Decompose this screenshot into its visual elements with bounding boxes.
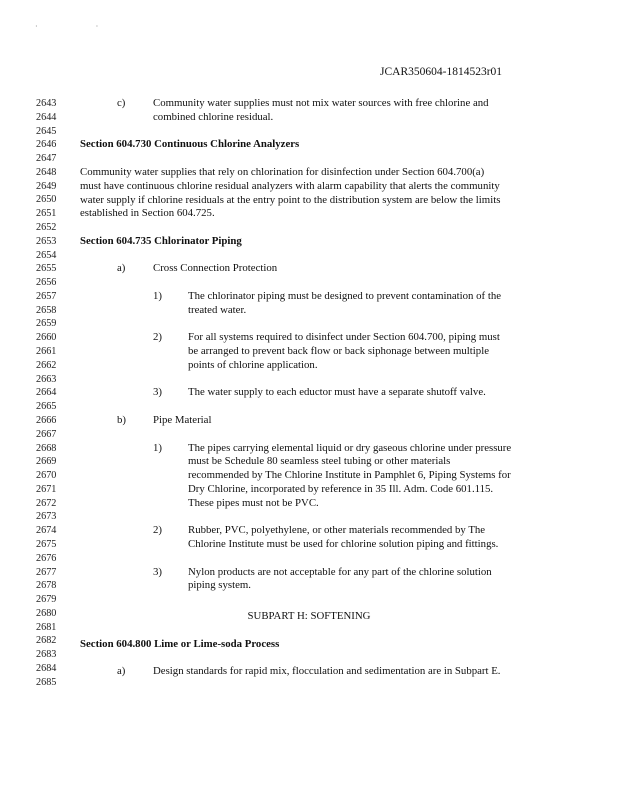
document-id: JCAR350604-1814523r01 xyxy=(380,66,503,78)
line-number: 2648 xyxy=(36,166,57,178)
item-label: 1) xyxy=(153,289,162,302)
line-number: 2675 xyxy=(36,538,57,550)
section-heading: Section 604.730 Continuous Chlorine Analyzers xyxy=(80,138,300,151)
item-text: For all systems required to disinfect under Section 604.700, piping must xyxy=(188,331,500,344)
line-number: 2651 xyxy=(36,208,57,220)
line-number: 2650 xyxy=(36,194,57,206)
line-number: 2647 xyxy=(36,153,57,165)
item-text: must be Schedule 80 seamless steel tubing or other materials xyxy=(188,455,451,468)
item-text: piping system. xyxy=(188,579,251,592)
line-number: 2668 xyxy=(36,442,57,454)
line-number: 2673 xyxy=(36,511,57,523)
line-number: 2660 xyxy=(36,332,57,344)
line-number: 2662 xyxy=(36,359,57,371)
paragraph-line: Community water supplies that rely on chlorination for disinfection under Section 604.700(a) xyxy=(80,165,485,178)
line-number: 2649 xyxy=(36,180,57,192)
item-text: Nylon products are not acceptable for any part of the chlorine solution xyxy=(188,565,492,578)
line-number: 2659 xyxy=(36,318,57,330)
item-c-label: c) xyxy=(117,97,126,109)
line-number: 2670 xyxy=(36,470,57,482)
item-label: 3) xyxy=(153,565,162,578)
line-number: 2677 xyxy=(36,566,57,578)
line-number: 2661 xyxy=(36,346,57,358)
line-number: 2664 xyxy=(36,387,57,399)
line-number: 2682 xyxy=(36,635,57,647)
item-label: 3) xyxy=(153,386,162,399)
line-number: 2646 xyxy=(36,139,57,151)
item-label: 1) xyxy=(153,441,162,454)
line-number: 2684 xyxy=(36,662,57,674)
line-number: 2643 xyxy=(36,98,57,109)
item-text: be arranged to prevent back flow or back siphonage between multiple xyxy=(188,345,489,357)
line-number: 2653 xyxy=(36,235,57,247)
line-number: 2685 xyxy=(36,676,57,688)
subpart-heading: SUBPART H: SOFTENING xyxy=(247,610,371,622)
line-number: 2672 xyxy=(36,497,57,509)
line-number: 2671 xyxy=(36,483,57,495)
line-number: 2652 xyxy=(36,222,57,234)
item-label: 2) xyxy=(153,331,162,344)
subsection-title: Cross Connection Protection xyxy=(153,262,278,275)
item-text: These pipes must not be PVC. xyxy=(188,496,319,509)
item-text: points of chlorine application. xyxy=(188,358,318,371)
line-number: 2678 xyxy=(36,580,57,592)
line-number: 2681 xyxy=(36,621,57,633)
item-text: The water supply to each eductor must have a separate shutoff valve. xyxy=(188,386,486,399)
line-number: 2645 xyxy=(36,125,57,137)
paragraph-line: water supply if chlorine residuals at the entry point to the distribution system are below the limits xyxy=(80,193,501,206)
line-number: 2657 xyxy=(36,290,57,302)
line-number: 2666 xyxy=(36,414,57,426)
line-number: 2669 xyxy=(36,456,57,468)
line-number: 2655 xyxy=(36,263,57,275)
subsection-label: a) xyxy=(117,665,126,677)
line-number: 2667 xyxy=(36,428,57,440)
item-c-text: combined chlorine residual. xyxy=(153,110,274,123)
line-number: 2680 xyxy=(36,607,57,619)
subsection-label: a) xyxy=(117,262,126,275)
line-number: 2679 xyxy=(36,594,57,606)
item-label: 2) xyxy=(153,524,162,537)
subsection-label: b) xyxy=(117,413,126,426)
item-text: recommended by The Chlorine Institute in Pamphlet 6, Piping Systems for xyxy=(188,469,511,481)
item-text: Dry Chlorine, incorporated by reference in 35 Ill. Adm. Code 601.115. xyxy=(188,482,494,495)
line-number: 2656 xyxy=(36,277,57,289)
line-number: 2683 xyxy=(36,649,57,661)
line-number: 2676 xyxy=(36,552,57,564)
line-number: 2663 xyxy=(36,373,57,385)
line-number: 2654 xyxy=(36,249,57,261)
item-text: The chlorinator piping must be designed to prevent contamination of the xyxy=(188,289,502,302)
section-heading: Section 604.735 Chlorinator Piping xyxy=(80,234,242,247)
paragraph-line: must have continuous chlorine residual analyzers with alarm capability that alerts the community xyxy=(80,179,500,192)
line-number: 2658 xyxy=(36,304,57,316)
subsection-title: Pipe Material xyxy=(153,413,212,426)
line-number: 2644 xyxy=(36,111,57,123)
paragraph-line: established in Section 604.725. xyxy=(80,207,215,220)
item-text: treated water. xyxy=(188,303,247,316)
subsection-text: Design standards for rapid mix, flocculation and sedimentation are in Subpart E. xyxy=(153,665,501,677)
line-number: 2665 xyxy=(36,401,57,413)
item-c-text: Community water supplies must not mix water sources with free chlorine and xyxy=(153,97,489,109)
scan-marks: · · xyxy=(35,22,127,31)
item-text: Chlorine Institute must be used for chlorine solution piping and fittings. xyxy=(188,537,499,550)
line-number: 2674 xyxy=(36,525,57,537)
item-text: Rubber, PVC, polyethylene, or other materials recommended by The xyxy=(188,524,486,537)
item-text: The pipes carrying elemental liquid or dry gaseous chlorine under pressure xyxy=(188,441,512,454)
section-heading: Section 604.800 Lime or Lime-soda Process xyxy=(80,637,280,650)
